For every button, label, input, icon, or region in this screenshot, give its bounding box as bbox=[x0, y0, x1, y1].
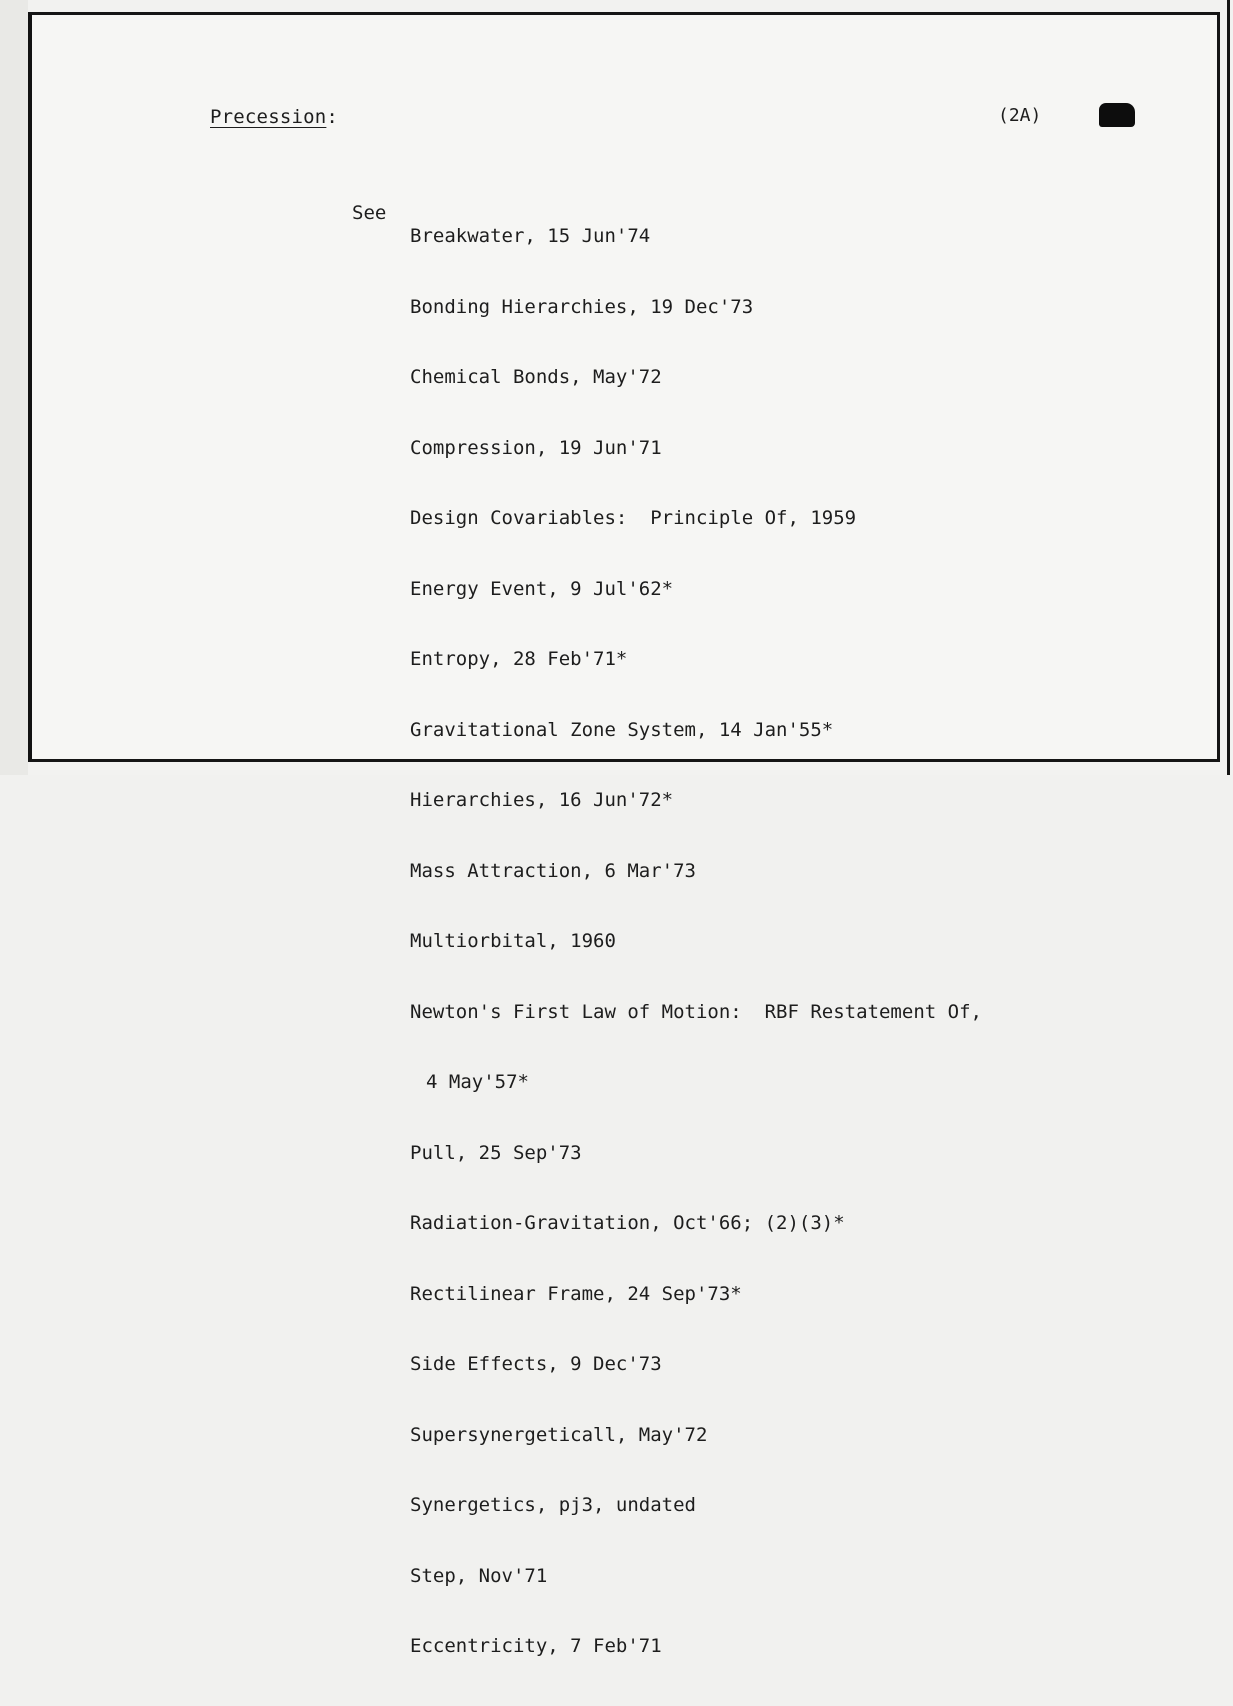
reference-item-continuation: 4 May'57* bbox=[426, 1071, 529, 1093]
subject-title: Precession bbox=[210, 106, 327, 128]
reference-item: Bonding Hierarchies, 19 Dec'73 bbox=[410, 295, 754, 318]
reference-item: Gravitational Zone System, 14 Jan'55* bbox=[410, 718, 834, 741]
reference-item: Radiation-Gravitation, Oct'66; (2)(3)* bbox=[410, 1212, 845, 1234]
reference-item: Compression, 19 Jun'71 bbox=[410, 436, 662, 459]
reference-item: Hierarchies, 16 Jun'72* bbox=[410, 789, 674, 811]
reference-list bbox=[410, 178, 982, 1706]
reference-item: Side Effects, 9 Dec'73 bbox=[410, 1353, 662, 1375]
see-label: See bbox=[352, 202, 387, 224]
left-margin bbox=[0, 0, 28, 775]
reference-item: Pull, 25 Sep'73 bbox=[410, 1141, 582, 1164]
reference-item: Entropy, 28 Feb'71* bbox=[410, 648, 628, 670]
reference-item: Supersynergeticall, May'72 bbox=[410, 1423, 708, 1446]
reference-item: Breakwater, 15 Jun'74 bbox=[410, 225, 651, 247]
reference-item: Step, Nov'71 bbox=[410, 1564, 548, 1587]
card-heading bbox=[210, 106, 338, 128]
subject-colon: : bbox=[326, 106, 339, 128]
card-number: (2A) bbox=[998, 105, 1042, 126]
reference-item: Chemical Bonds, May'72 bbox=[410, 366, 662, 388]
reference-item: Design Covariables: Principle Of, 1959 bbox=[410, 507, 857, 529]
reference-item: Multiorbital, 1960 bbox=[410, 930, 616, 952]
reference-item: Synergetics, pj3, undated bbox=[410, 1494, 696, 1516]
tab-marker bbox=[1099, 103, 1135, 127]
reference-item: Energy Event, 9 Jul'62* bbox=[410, 577, 674, 600]
reference-item: Newton's First Law of Motion: RBF Restatement Of, bbox=[410, 1000, 982, 1023]
reference-item: Eccentricity, 7 Feb'71 bbox=[410, 1635, 662, 1657]
reference-item: Rectilinear Frame, 24 Sep'73* bbox=[410, 1282, 742, 1305]
right-rule bbox=[1227, 0, 1230, 775]
reference-item: Mass Attraction, 6 Mar'73 bbox=[410, 859, 696, 882]
